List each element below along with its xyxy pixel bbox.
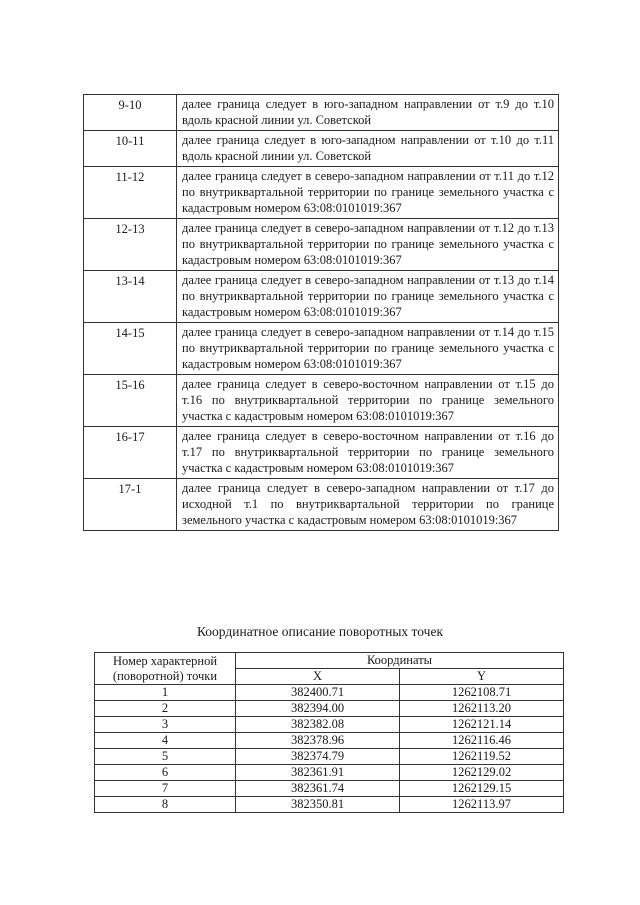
point-number-cell: 8 — [95, 797, 236, 813]
boundary-row — [84, 375, 559, 427]
segment-cell: 15-16 — [84, 375, 177, 427]
segment-description-cell — [177, 375, 559, 427]
x-coordinate-cell: 382382.08 — [236, 717, 400, 733]
description-line: земельного участка с кадастровым номером — [182, 393, 554, 423]
segment-description-cell — [177, 323, 559, 375]
description-line: до исходной т.1 по внутриквартальной территории по границе — [182, 481, 555, 511]
point-number-header-line1: Номер характерной — [112, 653, 218, 668]
segment-cell: 17-1 — [84, 479, 177, 531]
boundary-description-table — [83, 94, 559, 531]
segment-cell: 12-13 — [84, 219, 177, 271]
point-number-cell: 5 — [95, 749, 236, 765]
description-line: от т.16 до т.17 по внутриквартальной территории по границе — [182, 429, 554, 459]
segment-cell: 13-14 — [84, 271, 177, 323]
description-line: далее граница следует в юго-западном направлении от т.10 — [182, 133, 512, 147]
x-coordinate-cell: 382361.91 — [236, 765, 400, 781]
coordinate-row — [95, 749, 564, 765]
y-coordinate-cell: 1262121.14 — [400, 717, 564, 733]
y-coordinate-cell: 1262116.46 — [400, 733, 564, 749]
description-line: далее граница следует в северо-западном направлении от т.17 — [182, 481, 535, 495]
point-number-header-line2: (поворотной) точки — [112, 668, 218, 683]
boundary-row — [84, 271, 559, 323]
description-line: далее граница следует в северо-восточном направлении — [182, 429, 493, 443]
coordinate-row — [95, 765, 564, 781]
x-coordinate-cell: 382394.00 — [236, 701, 400, 717]
y-header: Y — [400, 669, 564, 685]
description-line: до т.13 по внутриквартальной территории по границе — [182, 221, 555, 251]
segment-description-cell — [177, 131, 559, 167]
description-line: далее граница следует в юго-западном направлении от т.9 — [182, 97, 510, 111]
description-line: земельного участка с кадастровым номером — [182, 237, 554, 267]
boundary-row — [84, 479, 559, 531]
y-coordinate-cell: 1262108.71 — [400, 685, 564, 701]
segment-description-cell — [177, 427, 559, 479]
x-coordinate-cell: 382350.81 — [236, 797, 400, 813]
description-line: до т.15 по внутриквартальной территории по границе — [182, 325, 555, 355]
coordinate-row — [95, 701, 564, 717]
description-line: 63:08:0101019:367 — [303, 253, 402, 267]
segment-cell: 10-11 — [84, 131, 177, 167]
description-line: далее граница следует в северо-западном направлении от т.14 — [182, 325, 515, 339]
x-coordinate-cell: 382374.79 — [236, 749, 400, 765]
description-line: земельного участка с кадастровым номером — [182, 513, 417, 527]
description-line: далее граница следует в северо-восточном направлении — [182, 377, 493, 391]
description-line: далее граница следует в северо-западном направлении от т.11 — [182, 169, 514, 183]
boundary-row — [84, 323, 559, 375]
description-line: земельного участка с кадастровым номером — [182, 289, 554, 319]
point-number-cell: 1 — [95, 685, 236, 701]
point-number-cell: 6 — [95, 765, 236, 781]
description-line: до т.10 вдоль красной линии ул. Советской — [182, 97, 554, 127]
segment-cell: 14-15 — [84, 323, 177, 375]
boundary-row — [84, 427, 559, 479]
point-number-cell: 4 — [95, 733, 236, 749]
point-number-cell: 2 — [95, 701, 236, 717]
y-coordinate-cell: 1262129.02 — [400, 765, 564, 781]
x-coordinate-cell: 382361.74 — [236, 781, 400, 797]
coordinate-row — [95, 717, 564, 733]
segment-description-cell — [177, 271, 559, 323]
x-coordinate-cell: 382400.71 — [236, 685, 400, 701]
segment-description-cell — [177, 95, 559, 131]
description-line: от т.15 до т.16 по внутриквартальной территории по границе — [182, 377, 554, 407]
y-coordinate-cell: 1262119.52 — [400, 749, 564, 765]
point-number-cell: 7 — [95, 781, 236, 797]
description-line: земельного участка с кадастровым номером — [182, 341, 554, 371]
description-line: до т.12 по внутриквартальной территории по границе — [182, 169, 555, 199]
coordinate-row — [95, 733, 564, 749]
coordinate-row — [95, 781, 564, 797]
y-coordinate-cell: 1262129.15 — [400, 781, 564, 797]
description-line: 63:08:0101019:367 — [303, 305, 402, 319]
boundary-row — [84, 219, 559, 271]
description-line: 63:08:0101019:367 — [356, 461, 455, 475]
description-line: 63:08:0101019:367 — [303, 201, 402, 215]
description-line: далее граница следует в северо-западном направлении от т.13 — [182, 273, 515, 287]
x-header: X — [236, 669, 400, 685]
coordinates-header: Координаты — [236, 653, 564, 669]
coordinate-row — [95, 797, 564, 813]
description-line: 63:08:0101019:367 — [356, 409, 455, 423]
segment-cell: 9-10 — [84, 95, 177, 131]
description-line: земельного участка с кадастровым номером — [182, 185, 554, 215]
description-line: 63:08:0101019:367 — [303, 357, 402, 371]
coordinates-section-title: Координатное описание поворотных точек — [196, 624, 444, 639]
point-number-header — [95, 653, 236, 685]
point-number-cell: 3 — [95, 717, 236, 733]
description-line: до т.14 по внутриквартальной территории по границе — [182, 273, 555, 303]
segment-description-cell — [177, 167, 559, 219]
description-line: земельного участка с кадастровым номером — [182, 445, 554, 475]
boundary-row — [84, 131, 559, 167]
segment-cell: 16-17 — [84, 427, 177, 479]
segment-description-cell — [177, 219, 559, 271]
y-coordinate-cell: 1262113.20 — [400, 701, 564, 717]
description-line: до т.11 вдоль красной линии ул. Советской — [182, 133, 555, 163]
description-line: 63:08:0101019:367 — [419, 513, 518, 527]
coordinates-header-row — [95, 653, 564, 669]
description-line: далее граница следует в северо-западном направлении от т.12 — [182, 221, 515, 235]
y-coordinate-cell: 1262113.97 — [400, 797, 564, 813]
coordinate-row — [95, 685, 564, 701]
boundary-row — [84, 167, 559, 219]
x-coordinate-cell: 382378.96 — [236, 733, 400, 749]
segment-description-cell — [177, 479, 559, 531]
segment-cell: 11-12 — [84, 167, 177, 219]
coordinates-table — [94, 652, 564, 813]
boundary-row — [84, 95, 559, 131]
